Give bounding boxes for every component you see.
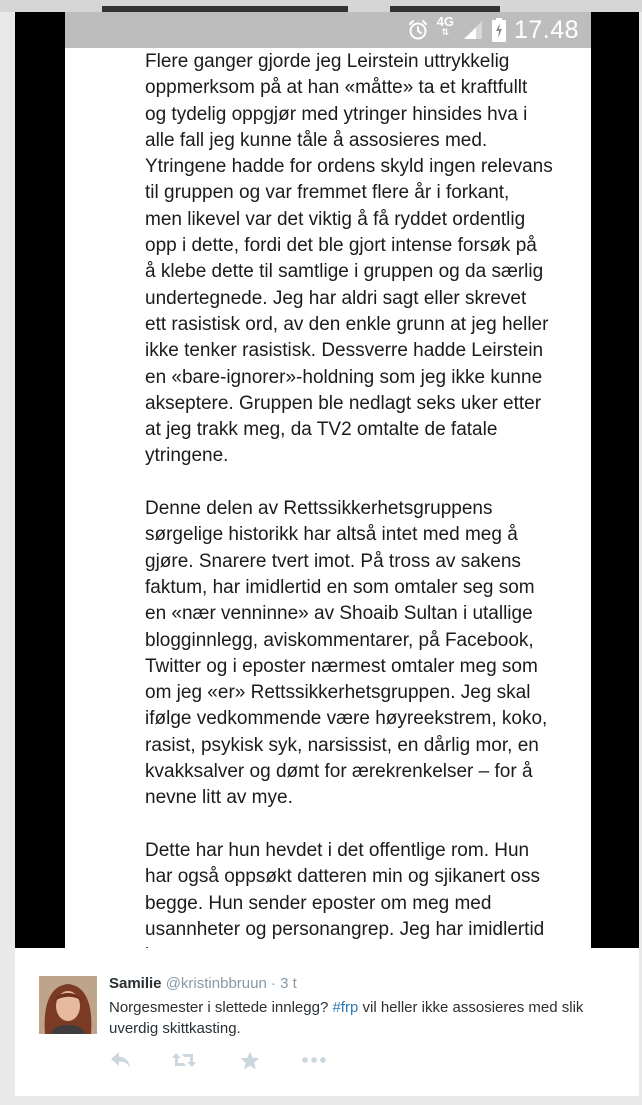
favorite-button[interactable]: [239, 1049, 261, 1071]
tweet-actions: [109, 1049, 327, 1071]
tweet-timestamp[interactable]: 3 t: [280, 975, 297, 992]
tweet-header: [109, 975, 297, 992]
status-clock: 17.48: [513, 15, 579, 44]
media-viewer[interactable]: [15, 12, 639, 948]
network-type-label: 4G: [436, 14, 454, 29]
article-paragraph: Flere ganger gjorde jeg Leirstein uttrykkelig oppmerksom på at han «måtte» ta et kraftfullt og tydelig oppgjør med ytringer hinsides hva i alle fall jeg kunne tåle å assosieres med. Ytringene hadde for ordens skyld ingen relevans til gruppen og var fremmet flere år i forkant, men likevel var det viktig å få ryddet ordentlig opp i dette, fordi det ble gjort intense forsøk på å klebe dette til samtlige i gruppen og da særlig undertegnede. Jeg har aldri sagt eller skrevet ett rasistisk ord, av den enkle grunn at jeg heller ikke tenker rasistisk. Dessverre hadde Leirstein en «bare-ignorer»-holdning som jeg ikke kunne akseptere. Gruppen ble nedlagt seks uker etter at jeg trakk meg, da TV2 omtalte de fatale ytringene.: [145, 51, 553, 467]
attached-image[interactable]: [65, 12, 591, 948]
more-options-button[interactable]: [301, 1049, 327, 1071]
article-paragraph: Denne delen av Rettssikkerhetsgruppens sørgelige historikk har altså intet med meg å gjøre. Snarere tvert imot. På tross av sakens faktum, har imidlertid en som omtaler seg som en «nær venninne» av Shoaib Sultan i utallige blogginnlegg, aviskommentarer, på Facebook, Twitter og i eposter nærmest omtaler meg som om jeg «er» Rettssikkerhetsgruppen. Jeg skal ifølge vedkommende være høyreekstrem, koko, rasist, psykisk syk, narsissist, en dårlig mor, en kvakksalver og dømt for ærekrenkelser – for å nevne litt av mye.: [145, 498, 548, 809]
signal-strength-icon: [462, 20, 484, 40]
avatar-image: [39, 976, 97, 1034]
hashtag-link[interactable]: #frp: [332, 999, 359, 1016]
tweet-card[interactable]: [15, 948, 639, 1096]
article-paragraph: Dette har hun hevdet i det offentlige rom. Hun har også oppsøkt datteren min og sjikanert oss begge. Hun sender eposter om meg med usannheter og personangrep. Jeg har imidlertid: [145, 839, 545, 940]
data-transfer-icon: ⇅: [441, 27, 450, 37]
tweet-text-start: Norgesmester i slettede innlegg?: [109, 999, 333, 1016]
retweet-icon: [171, 1051, 197, 1069]
author-name[interactable]: Samilie: [109, 975, 162, 992]
reply-button[interactable]: [109, 1049, 133, 1071]
retweet-button[interactable]: [171, 1049, 197, 1071]
network-type-indicator: [436, 14, 454, 37]
reply-icon: [110, 1051, 132, 1069]
more-dots-icon: [302, 1057, 326, 1063]
alarm-clock-icon: [407, 19, 429, 41]
star-icon: [240, 1051, 260, 1070]
author-handle[interactable]: @kristinbbruun: [165, 975, 267, 992]
header-separator: ·: [270, 975, 276, 992]
avatar[interactable]: [39, 976, 97, 1034]
tweet-text: [109, 997, 609, 1039]
article-text: [145, 49, 585, 996]
phone-status-bar: [65, 12, 591, 48]
battery-charging-icon: [492, 18, 506, 42]
tweet-text-end: vil heller ikke assosieres med slik uverdig skittkasting.: [109, 999, 584, 1037]
